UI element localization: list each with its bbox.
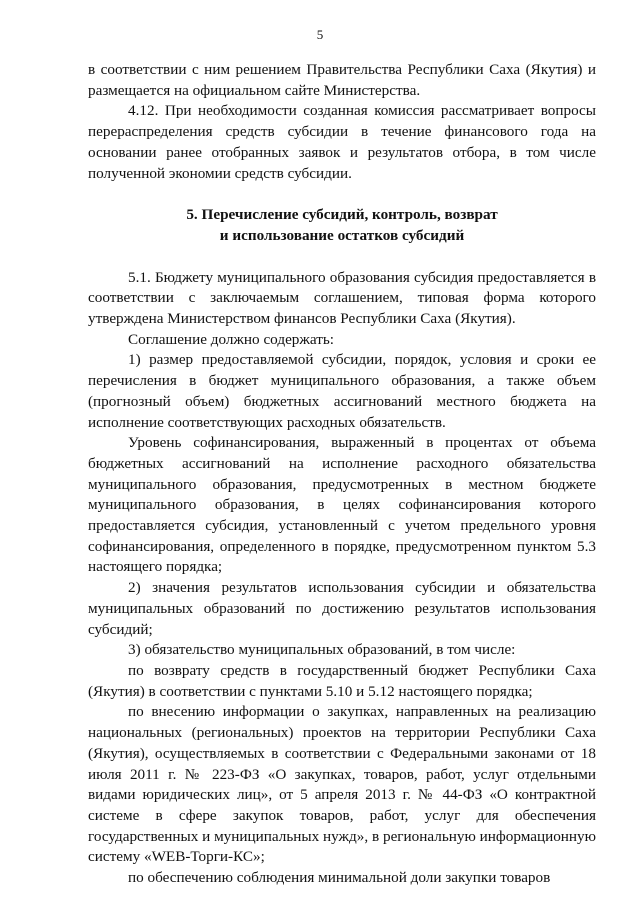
paragraph-item-2: 2) значения результатов использования субсидии и обязательства муниципальных образований по достижению результатов использования субсидий; xyxy=(88,579,596,638)
paragraph-4-12: 4.12. При необходимости созданная комиссия рассматривает вопросы перераспределения средств субсидии в течение финансового года на основании ранее отобранных заявок и результатов отбора, в том числе полученной экономии средств субсидии. xyxy=(88,102,596,182)
paragraph-agreement-contents: Соглашение должно содержать: xyxy=(128,330,335,348)
section-heading-line2: и использование остатков субсидий xyxy=(219,226,465,244)
paragraph-cofinancing-level: Уровень софинансирования, выраженный в процентах от объема бюджетных ассигнований на исполнение расходного обязательства муниципального образования, предусмотренных в местном бюджете муниципального образования, в целях софинансирования которого предоставляется субсидия, установленный с учетом предельного уровня софинансирования, определенного в порядке, предусмотренном пунктом 5.3 настоящего порядка; xyxy=(88,434,596,576)
section-heading-line1: 5. Перечисление субсидий, контроль, возврат xyxy=(186,206,498,224)
paragraph-item-1: 1) размер предоставляемой субсидии, порядок, условия и сроки ее перечисления в бюджет муниципального образования, а также объем (прогнозный объем) бюджетных ассигнований местного бюджета на исполнение соответствующих расходных обязательств. xyxy=(88,351,596,431)
paragraph-5-1: 5.1. Бюджету муниципального образования субсидия предоставляется в соответствии с заключаемым соглашением, типовая форма которого утверждена Министерством финансов Республики Саха (Якутия). xyxy=(88,268,596,328)
paragraph-item-3: 3) обязательство муниципальных образований, в том числе: xyxy=(128,641,516,659)
paragraph-procurement-info: по внесению информации о закупках, направленных на реализацию национальных (региональных) проектов на территории Республики Саха (Якутия), осуществляемых в соответствии с Федеральными законами от 18 июля 2011 г. № 223-ФЗ «О закупках, товаров, работ, услуг отдельными видами юридических лиц», от 5 апреля 2013 г. № 44-ФЗ «О контрактной системе в сфере закупок товаров, работ, услуг для обеспечения государственных и муниципальных нужд», в региональную информационную систему «WEB-Торги-КС»; xyxy=(88,703,596,866)
document-body xyxy=(88,60,596,889)
spacer xyxy=(88,247,596,268)
paragraph-continuation: в соответствии с ним решением Правительства Республики Саха (Якутия) и размещается на официальном сайте Министерства. xyxy=(88,61,596,99)
section-heading xyxy=(88,205,596,246)
paragraph-refund-obligation: по возврату средств в государственный бюджет Республики Саха (Якутия) в соответствии с пунктами 5.10 и 5.12 настоящего порядка; xyxy=(88,661,596,700)
paragraph-min-share: по обеспечению соблюдения минимальной доли закупки товаров xyxy=(128,869,551,887)
spacer xyxy=(88,184,596,205)
page-number: 5 xyxy=(316,27,324,42)
